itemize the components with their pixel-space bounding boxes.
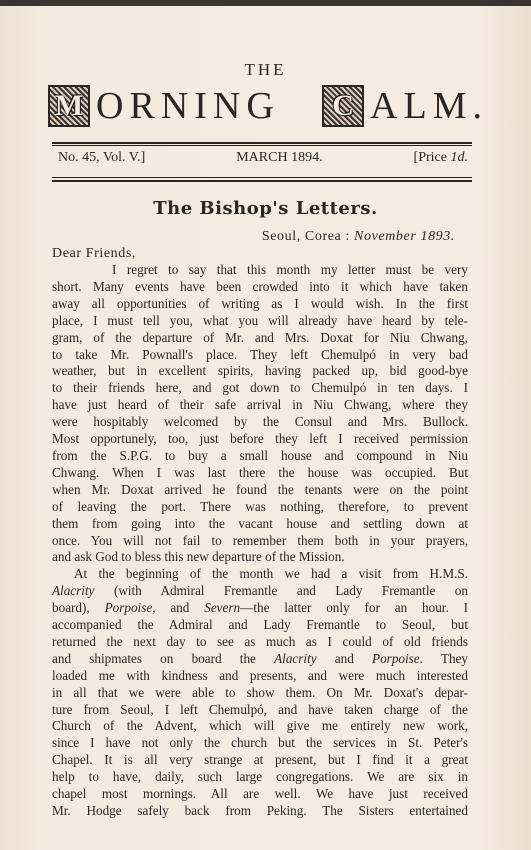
body-line: short. Many events have been crowded into it which have taken (52, 278, 468, 294)
decorated-initial-c (322, 85, 364, 127)
body-line: loaded me with kindness and presents, and were much interested (52, 667, 468, 683)
body-line: ture from Seoul, I left Chemulpó, and have taken charge of the (52, 701, 468, 717)
masthead-rule-top (52, 142, 472, 144)
body-line: place, I must tell you, what you will already have heard by tele- (52, 312, 468, 328)
body-line: help to have, daily, such large congregations. We are six in (52, 769, 468, 785)
body-line: when Mr. Doxat arrived he found the tenants were on the point (52, 481, 468, 497)
ship-name: Porpoise (104, 600, 153, 616)
issue-number: No. 45, Vol. V.] (58, 150, 146, 165)
text-segment: . They (419, 650, 469, 666)
body-line: of leaving the port. There was nothing, therefore, to prevent (52, 498, 468, 514)
issue-rule-thin (52, 177, 472, 178)
issue-date: MARCH 1894. (236, 150, 323, 165)
masthead-word-morning: ORNING (96, 85, 280, 127)
body-line: Chapel. It is all very strange at present, but I find it a great (52, 752, 468, 768)
body-line: were hospitably welcomed by the Consul and Mrs. Bullock. (52, 414, 468, 430)
masthead-rule-top-thin (52, 145, 472, 146)
dateline-place: Seoul, Corea : (261, 229, 355, 244)
ship-name: Alacrity (274, 650, 317, 666)
initial-letter-m: M (54, 89, 84, 122)
body-line: At the beginning of the month we had a visit from H.M.S. (74, 566, 468, 582)
ship-name: Severn (204, 600, 241, 616)
body-line: returned the next day to see as much as I could of old friends (52, 633, 468, 649)
text-segment: , and (152, 600, 205, 616)
text-segment: and (316, 650, 373, 666)
article-title: The Bishop's Letters. (153, 198, 378, 219)
salutation: Dear Friends, (52, 246, 137, 261)
body-line: them from going into the vacant house and settling down at (52, 515, 468, 531)
body-line: I regret to say that this month my letter must be very (112, 262, 468, 277)
text-segment: board), (52, 600, 105, 616)
body-line (52, 651, 468, 668)
dateline (262, 229, 455, 245)
body-line: since I have not only the church but the services in St. Peter's (52, 735, 468, 751)
body-line: Chwang. When I was last there the house was occupied. But (52, 464, 468, 480)
body-line: Church of the Advent, which will give me entirely new work, (52, 718, 468, 734)
body-line: Most opportunely, too, just before they left I received permission (52, 431, 468, 447)
body-line: chapel most mornings. All are well. We have just received (52, 786, 468, 802)
body-line (52, 583, 468, 600)
body-line: gram, of the departure of Mr. and Mrs. Doxat for Niu Chwang, (52, 329, 468, 345)
body-line: have just heard of their safe arrival in Niu Chwang, where they (52, 397, 468, 413)
body-line: away all opportunities of writing as I would wish. In the first (52, 295, 468, 311)
dateline-date: November 1893. (354, 229, 455, 244)
masthead-title (48, 84, 488, 128)
masthead-right (322, 84, 488, 128)
issue-line (58, 150, 468, 166)
body-line: in all that we were able to show them. On Mr. Doxat's depar- (52, 684, 468, 700)
ship-name: Porpoise (372, 650, 420, 666)
decorated-initial-m (48, 85, 90, 127)
text-segment: (with Admiral Fremantle and Lady Fremantle on (94, 583, 468, 599)
masthead-the: THE (244, 60, 287, 79)
price-prefix: [Price (413, 150, 451, 165)
masthead-left (48, 84, 280, 128)
initial-letter-c: C (332, 89, 354, 122)
body-line: and ask God to bless this new departure of the Mission. (52, 549, 345, 565)
masthead-word-calm: ALM. (370, 85, 488, 127)
body-line: Mr. Hodge safely back from Peking. The Sisters entertained (52, 803, 468, 818)
body-line: to their friends here, and got down to Chemulpó in ten days. I (52, 380, 468, 396)
body-line: accompanied the Admiral and Lady Fremantle to Seoul, but (52, 617, 468, 633)
text-segment: and shipmates on board the (52, 650, 275, 666)
text-segment: —the latter only for an hour. I (240, 600, 468, 616)
price-value: 1d. (450, 150, 468, 165)
body-line: to take Mr. Pownall's place. They left Chemulpó in very bad (52, 346, 468, 362)
issue-price (414, 150, 468, 166)
body-line: once. You will not fail to remember them both in your prayers, (52, 532, 468, 548)
body-line: weather, but in excellent spirits, having packed up, bid good-bye (52, 363, 468, 379)
top-edge (0, 0, 531, 6)
ship-name: Alacrity (52, 583, 95, 599)
issue-rule-thick (52, 180, 472, 182)
body-line (52, 600, 468, 617)
body-line: from the S.P.G. to buy a small house and compound in Niu (52, 447, 468, 463)
article-body (52, 262, 468, 820)
